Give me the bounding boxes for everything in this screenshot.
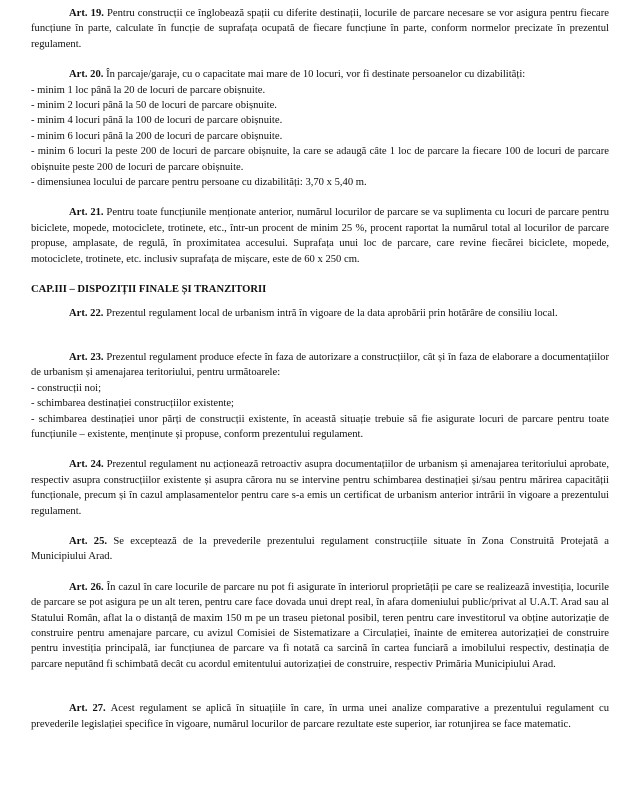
list-item: - schimbarea destinației construcțiilor existente; (31, 398, 234, 410)
article-label: Art. 24. (69, 459, 104, 471)
article-22 (31, 306, 609, 321)
article-20-list (31, 83, 609, 191)
article-20 (31, 67, 609, 82)
article-label: Art. 23. (69, 351, 104, 363)
article-label: Art. 27. (69, 703, 106, 715)
article-label: Art. 22. (69, 307, 104, 319)
article-text: Prezentul regulament nu acționează retroactiv asupra documentațiilor de urbanism și amenajarea teritoriului aprobate, respectiv asupra construcțiilor existente și asupra cărora nu se intervine pentru schimbarea destinației și/sau pentru mărirea capacității funcționale, precum și în cazul amplasamentelor pentru care s-a emis un certificat de urbanism anterior intrării în vigoare a prezentului regulament. (31, 459, 609, 517)
chapter-title: CAP.III – DISPOZIȚII FINALE ȘI TRANZITORII (31, 284, 267, 296)
list-item: - minim 2 locuri până la 50 de locuri de parcare obișnuite. (31, 100, 277, 112)
article-text: Pentru toate funcțiunile menționate anterior, numărul locurilor de parcare se va suplimenta cu locuri de parcare pentru biciclete, mopede, motociclete, trotinete, etc., într-un procent de minim 25 %, procent raportat la numărul total al locurilor de parcare propuse, amplasate, de regulă, în proximitatea accesului. Suprafața unui loc de parcare, care revine fiecărei biciclete, mopede, motociclete, trotinete, etc. inclusiv suprafața de mișcare, este de 60 x 250 cm. (31, 207, 610, 265)
article-27 (31, 701, 609, 732)
article-text: Acest regulament se aplică în situațiile în care, în urma unei analize comparative a prezentului regulament cu prevederile legislației specifice în vigoare, numărul locurilor de parcare rezultate este superior, iar rotunjirea se face matematic. (31, 703, 609, 730)
article-text: În parcaje/garaje, cu o capacitate mai mare de 10 locuri, vor fi destinate persoanelor cu dizabilități: (106, 69, 526, 81)
article-label: Art. 26. (69, 581, 104, 593)
article-text: În cazul în care locurile de parcare nu pot fi asigurate în interiorul proprietății pe care se realizează investiția, locurile de parcare se pot asigura pe un alt teren, pentru care face dovada unui drept real, în afara domeniului public/privat al U.A.T. Arad sau al Statului Român, aflat la o distanță de maxim 150 m pe un traseu pietonal posibil, teren pentru care investitorul va obține autorizație de construire pentru amenajare parcare, cu avizul Comisiei de Sistematizare a Circulației, înainte de emiterea autorizației de construire pentru investiția principală, iar funcțiunea de parcare va fi notată ca sarcină în cartea funciară a imobilului respectiv, destinația de parcare neputând fi schimbată decât cu acordul emitentului autorizației de construire, respectiv Primăria Municipiului Arad. (31, 581, 610, 670)
list-item: - minim 6 locuri până la 200 de locuri de parcare obișnuite. (31, 130, 283, 142)
list-item: - minim 4 locuri până la 100 de locuri de parcare obișnuite. (31, 115, 283, 127)
article-23 (31, 350, 609, 381)
document-page (31, 6, 609, 732)
list-item: - minim 6 locuri la peste 200 de locuri de parcare obișnuite, la care se adaugă câte 1 loc de parcare la fiecare 100 de locuri de parcare obișnuite peste 200 de locuri de parcare obișnuite. (31, 146, 609, 173)
article-text: Prezentul regulament produce efecte în faza de autorizare a construcțiilor, cât și în faza de elaborare a documentațiilor de urbanism și amenajarea teritoriului, pentru următoarele: (31, 351, 610, 379)
list-item: - construcții noi; (31, 382, 102, 394)
article-text: Se exceptează de la prevederile prezentului regulament construcțiile situate în Zona Construită Protejată a Municipiului Arad. (31, 535, 609, 563)
article-25 (31, 534, 609, 565)
list-item: - schimbarea destinației unor părți de construcții existente, în această situație trebuie să fie asigurate locuri de parcare pentru toate funcțiunile – existente, menținute și propuse, conform prezentului regulament. (31, 413, 609, 440)
article-21 (31, 205, 609, 267)
article-label: Art. 20. (69, 69, 104, 81)
article-label: Art. 19. (69, 8, 104, 19)
article-label: Art. 25. (69, 535, 108, 547)
list-item: - minim 1 loc până la 20 de locuri de parcare obișnuite. (31, 84, 266, 96)
article-19 (31, 6, 609, 52)
article-text: Prezentul regulament local de urbanism intră în vigoare de la data aprobării prin hotărâre de consiliu local. (106, 307, 558, 319)
list-item: - dimensiunea locului de parcare pentru persoane cu dizabilități: 3,70 x 5,40 m. (31, 177, 367, 189)
article-24 (31, 457, 609, 519)
article-26 (31, 580, 609, 672)
article-label: Art. 21. (69, 207, 104, 219)
article-text: Pentru construcții ce înglobează spații cu diferite destinații, locurile de parcare necesare se vor asigura pentru fiecare funcțiune în parte, calculate în funcție de suprafața ocupată de fiecare funcțiune în parte, conform normelor precizate în prezentul regulament. (31, 8, 609, 50)
article-23-list (31, 381, 609, 443)
